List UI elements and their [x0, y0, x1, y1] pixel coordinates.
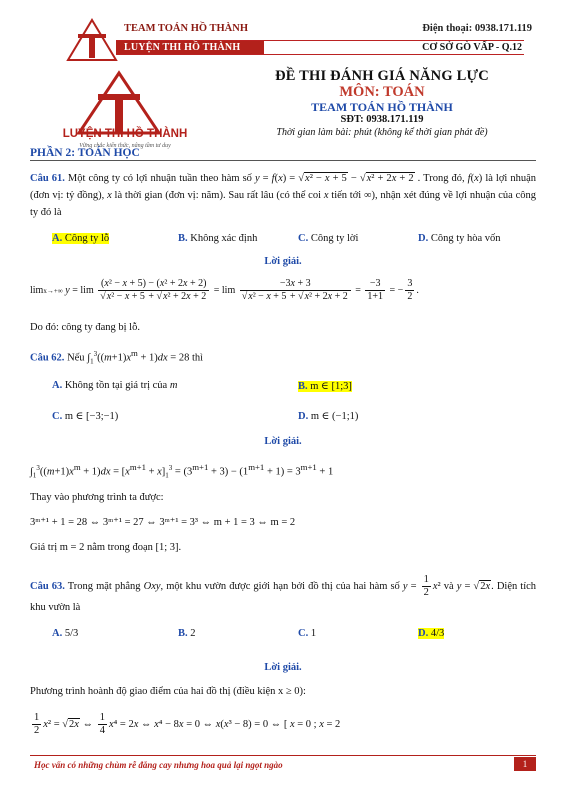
logo-name: LUYỆN THI HỒ THÀNH [62, 128, 188, 140]
exam-title: ĐỀ THI ĐÁNH GIÁ NĂNG LỰC [275, 68, 489, 84]
option-b[interactable]: B. 2 [178, 628, 196, 639]
option-b[interactable]: B. Không xác định [178, 233, 258, 244]
question-label: Câu 61. [30, 173, 65, 184]
header-bar [116, 40, 524, 55]
time-note: Thời gian làm bài: phút (không kể thời gian phát đề) [276, 127, 488, 138]
solution-end: Giá trị m = 2 nằm trong đoạn [1; 3]. [30, 542, 182, 553]
solution-label: Lời giải. [264, 662, 302, 673]
footer-quote: Học vấn có những chùm rễ đắng cay nhưng hoa quả lại ngọt ngào [34, 760, 283, 770]
option-d[interactable]: D. 4/3 [418, 628, 445, 639]
option-c[interactable]: C. m ∈ [−3;−1) [52, 411, 119, 422]
team-title: TEAM TOÁN HỒ THÀNH [311, 100, 453, 114]
header-bar-right: CƠ SỞ GÒ VẤP - Q.12 [422, 42, 522, 53]
subject-title: MÔN: TOÁN [339, 84, 425, 100]
option-a[interactable]: A. Không tồn tại giá trị của m [52, 380, 178, 391]
option-d[interactable]: D. m ∈ (−1;1) [298, 411, 359, 422]
section-heading: PHẦN 2: TOÁN HỌC [30, 147, 140, 159]
logo-slogan: Vững chắc kiến thức, nâng tầm tư duy [79, 143, 171, 149]
question-61: Câu 61. Một công ty có lợi nhuận tuần theo hàm số y = f(x) = √x² − x + 5 − √x² + 2x + 2 . Trong đó, f(x) là lợi nhuận (đơn vị: tỷ đồng), x là thời gian (đơn vị: năm). Sau rất lâu (có thể coi x tiến tới ∞), nhận xét đúng về lợi nhuận của công ty đó là [30, 173, 537, 218]
solution-formula: limx→+∞ y = lim $\frac{\text{(x² − x + 5) − (x² + 2x + 2)}}{\text{√x² − x + 5 + √x² + 2x + 2}}$ = lim $\frac{-3x + 3}{\text{√x² − x + 5 + √x² + 2x + 2}}$ = $\frac{-3}{1+1}$ = − $\frac{3}{2}$ . [30, 278, 419, 302]
solution-label: Lời giải. [264, 436, 302, 447]
solution-text: Phương trình hoành độ giao điểm của hai đồ thị (điều kiện x ≥ 0): [30, 686, 306, 697]
header-bar-left: LUYỆN THI HỒ THÀNH [116, 41, 264, 54]
footer-divider [30, 755, 536, 756]
question-63: Câu 63. Trong mặt phẳng Oxy, một khu vườn được giới hạn bởi đồ thị của hai hàm số y = $\frac{1}{2}$ x² và y = √2x. Diện tích khu vườn là [30, 574, 537, 613]
option-a[interactable]: A. Công ty lỗ [52, 233, 110, 244]
option-a[interactable]: A. 5/3 [52, 628, 79, 639]
option-c[interactable]: C. Công ty lời [298, 233, 359, 244]
solution-label: Lời giải. [264, 256, 302, 267]
solution-equation: 3ᵐ⁺¹ + 1 = 28 ⇔ 3ᵐ⁺¹ = 27 ⇔ 3ᵐ⁺¹ = 3³ ⇔ m + 1 = 3 ⇔ m = 2 [30, 517, 296, 528]
option-d[interactable]: D. Công ty hòa vốn [418, 233, 501, 244]
option-b[interactable]: B. m ∈ [1;3] [298, 381, 352, 392]
header-phone: Điện thoại: 0938.171.119 [422, 23, 532, 34]
brand-logo-icon [76, 70, 162, 136]
page-number: 1 [514, 757, 536, 771]
question-62: Câu 62. Nếu $\int_1^3((m+1)x^m + 1)dx = 28$ thì [30, 348, 204, 366]
solution-equation: $\frac{1}{2}$ x² = √2x ⇔ $\frac{1}{4}$ x⁴ = 2x ⇔ x⁴ − 8x = 0 ⇔ x(x³ − 8) = 0 ⇔ [ x = 0 ; x = 2 [34, 712, 341, 736]
solution-integral: $\int_1^3((m+1)x^m + 1)dx = [x^{m+1} + x]_1^3 = (3^{m+1} + 3) - (1^{m+1} + 1) = 3^{m+1} + 1$ [30, 462, 334, 480]
logo-icon [66, 18, 118, 62]
solution-text: Thay vào phương trình ta được: [30, 492, 164, 503]
option-c[interactable]: C. 1 [298, 628, 317, 639]
section-divider [30, 160, 536, 161]
conclusion: Do đó: công ty đang bị lỗ. [30, 322, 140, 333]
phone-title: SĐT: 0938.171.119 [340, 114, 424, 125]
header-team: TEAM TOÁN HỒ THÀNH [124, 23, 248, 34]
